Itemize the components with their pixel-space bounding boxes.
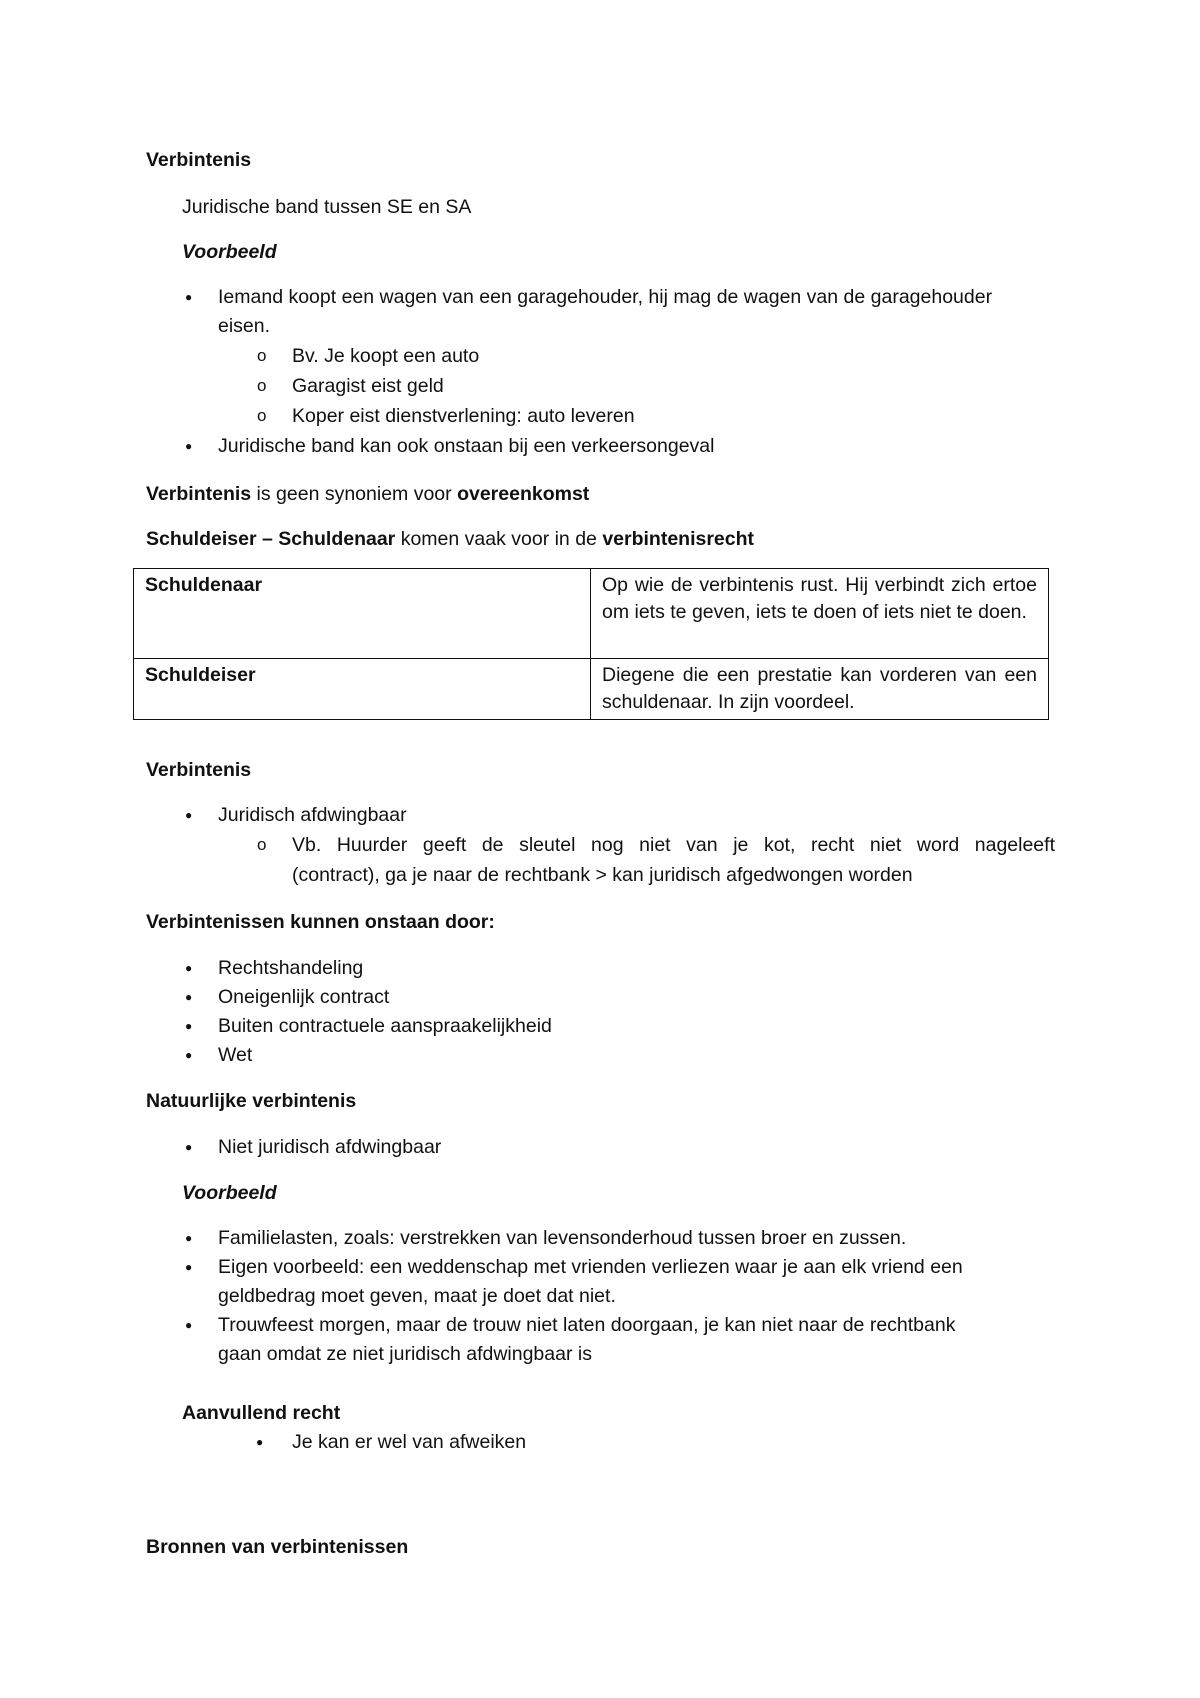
heading-onstaan: Verbintenissen kunnen onstaan door:	[146, 911, 495, 933]
bullet-text: Niet juridisch afdwingbaar	[218, 1136, 442, 1158]
sub-bullet-text: Koper eist dienstverlening: auto leveren	[292, 405, 635, 427]
table-row	[134, 569, 1049, 659]
bullet-icon: ●	[185, 1140, 193, 1154]
table-row	[134, 659, 1049, 720]
bullet-icon: ●	[185, 1318, 193, 1332]
heading-verbintenis: Verbintenis	[146, 149, 252, 171]
sub-bullet-text: Bv. Je koopt een auto	[292, 345, 480, 367]
circle-bullet-icon: o	[257, 835, 267, 854]
bullet-icon: ●	[185, 961, 193, 975]
bullet-icon: ●	[185, 439, 193, 453]
bullet-icon: ●	[185, 808, 193, 822]
table-cell-term: Schuldenaar	[134, 569, 591, 659]
bullet-icon: ●	[185, 290, 193, 304]
bullet-icon: ●	[185, 1048, 193, 1062]
bullet-text: Trouwfeest morgen, maar de trouw niet laten doorgaan, je kan niet naar de rechtbank	[218, 1314, 956, 1336]
example-label: Voorbeeld	[182, 1182, 277, 1204]
bullet-text: Rechtshandeling	[218, 957, 364, 979]
bullet-icon: ●	[185, 1260, 193, 1274]
sub-bullet-text: Garagist eist geld	[292, 375, 444, 397]
bullet-text-cont: geldbedrag moet geven, maat je doet dat niet.	[218, 1285, 616, 1307]
circle-bullet-icon: o	[257, 376, 267, 395]
table-cell-desc: Op wie de verbintenis rust. Hij verbindt zich ertoe om iets te geven, iets te doen of iets niet te doen.	[591, 569, 1049, 659]
bullet-icon: ●	[185, 1231, 193, 1245]
statement-parties: Schuldeiser – Schuldenaar komen vaak voor in de verbintenisrecht	[146, 528, 755, 550]
bullet-text: Je kan er wel van afweiken	[292, 1431, 527, 1453]
definition-text: Juridische band tussen SE en SA	[182, 196, 472, 218]
bullet-text: Iemand koopt een wagen van een garagehouder, hij mag de wagen van de garagehouder	[218, 286, 993, 308]
definitions-table	[133, 568, 1049, 720]
heading-natuurlijke: Natuurlijke verbintenis	[146, 1090, 357, 1112]
bullet-icon: ●	[185, 1019, 193, 1033]
circle-bullet-icon: o	[257, 346, 267, 365]
bullet-text: Eigen voorbeeld: een weddenschap met vrienden verliezen waar je aan elk vriend een	[218, 1256, 963, 1278]
example-label: Voorbeeld	[182, 241, 277, 263]
bullet-text: Buiten contractuele aanspraakelijkheid	[218, 1015, 552, 1037]
statement-synonym: Verbintenis is geen synoniem voor overeenkomst	[146, 483, 590, 505]
bullet-icon: ●	[185, 990, 193, 1004]
heading-verbintenis-2: Verbintenis	[146, 759, 252, 781]
bullet-text-cont: gaan omdat ze niet juridisch afdwingbaar is	[218, 1343, 592, 1365]
bullet-text: Familielasten, zoals: verstrekken van levensonderhoud tussen broer en zussen.	[218, 1227, 907, 1249]
heading-aanvullend: Aanvullend recht	[182, 1402, 341, 1424]
bullet-text: Juridisch afdwingbaar	[218, 804, 407, 826]
table-cell-term: Schuldeiser	[134, 659, 591, 720]
bullet-text-cont: eisen.	[218, 315, 271, 337]
bullet-text: Wet	[218, 1044, 253, 1066]
bullet-icon: ●	[256, 1435, 264, 1449]
bullet-text: Juridische band kan ook onstaan bij een verkeersongeval	[218, 435, 715, 457]
sub-bullet-text-cont: (contract), ga je naar de rechtbank > kan juridisch afgedwongen worden	[292, 864, 913, 886]
table-cell-desc: Diegene die een prestatie kan vorderen van een schuldenaar. In zijn voordeel.	[591, 659, 1049, 720]
circle-bullet-icon: o	[257, 406, 267, 425]
heading-bronnen: Bronnen van verbintenissen	[146, 1536, 409, 1558]
bullet-text: Oneigenlijk contract	[218, 986, 390, 1008]
sub-bullet-text: Vb. Huurder geeft de sleutel nog niet van je kot, recht niet word nageleeft	[292, 834, 1055, 856]
